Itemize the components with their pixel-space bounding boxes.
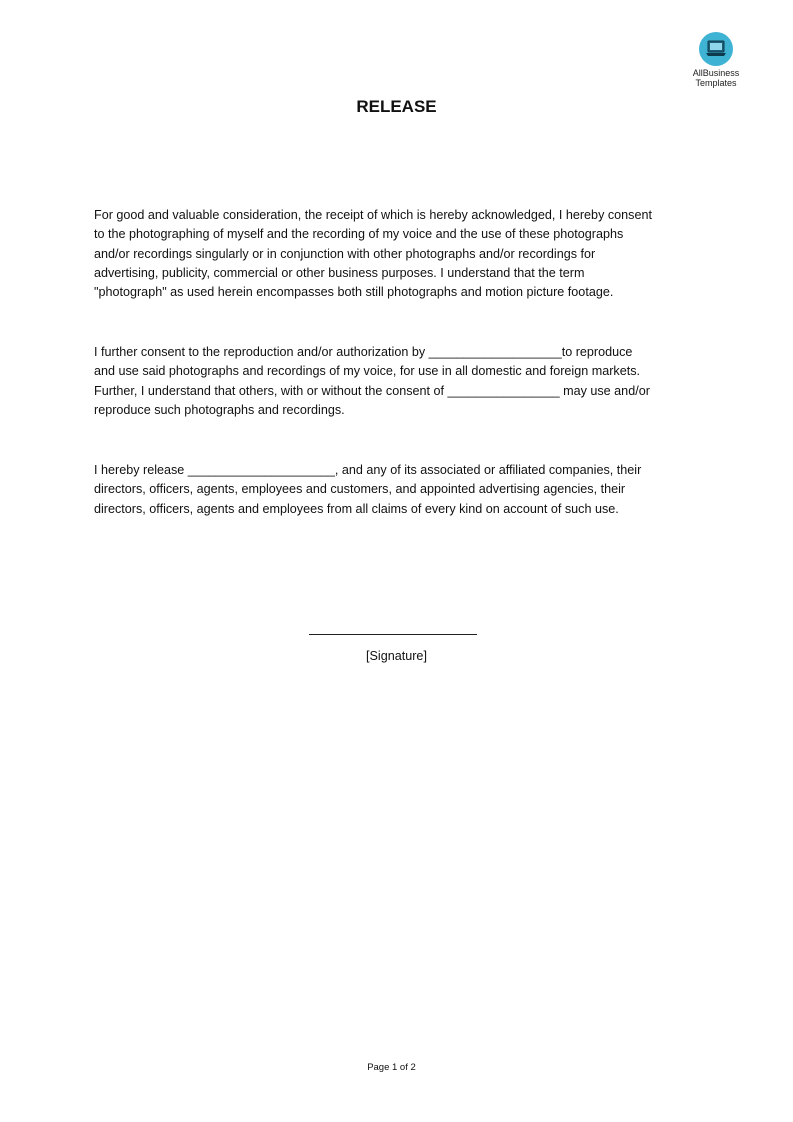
paragraph-line: "photograph" as used herein encompasses both still photographs and motion picture footage. (94, 285, 614, 300)
paragraph-release-claims (94, 461, 700, 519)
document-title: RELEASE (356, 97, 437, 116)
paragraph-line: Further, I understand that others, with or without the consent of ________________ may use and/or (94, 383, 650, 398)
paragraph-line: directors, officers, agents, employees and customers, and appointed advertising agencies, their (94, 482, 626, 497)
paragraph-consideration (94, 206, 700, 302)
page-number-footer: Page 1 of 2 (367, 1062, 416, 1073)
brand-logo (686, 32, 746, 88)
paragraph-line: advertising, publicity, commercial or other business purposes. I understand that the term (94, 265, 585, 280)
laptop-icon (699, 32, 733, 66)
paragraph-line: I hereby release _____________________, and any of its associated or affiliated companies, their (94, 463, 642, 477)
paragraph-line: and use said photographs and recordings of my voice, for use in all domestic and foreign markets. (94, 364, 641, 379)
logo-text-line-2: Templates (695, 78, 737, 88)
signature-line (309, 634, 477, 635)
paragraph-line: For good and valuable consideration, the receipt of which is hereby acknowledged, I hereby consent (94, 208, 652, 222)
logo-text-line-1: AllBusiness (692, 68, 740, 78)
signature-label: [Signature] (366, 649, 427, 663)
paragraph-line: I further consent to the reproduction and/or authorization by ___________________to reproduce (94, 345, 633, 359)
paragraph-reproduction-consent (94, 343, 700, 420)
paragraph-line: to the photographing of myself and the recording of my voice and the use of these photographs (94, 227, 624, 242)
paragraph-line: reproduce such photographs and recordings. (94, 402, 345, 417)
paragraph-line: and/or recordings singularly or in conjunction with other photographs and/or recordings for (94, 246, 596, 261)
paragraph-line: directors, officers, agents and employees from all claims of every kind on account of such use. (94, 501, 619, 516)
